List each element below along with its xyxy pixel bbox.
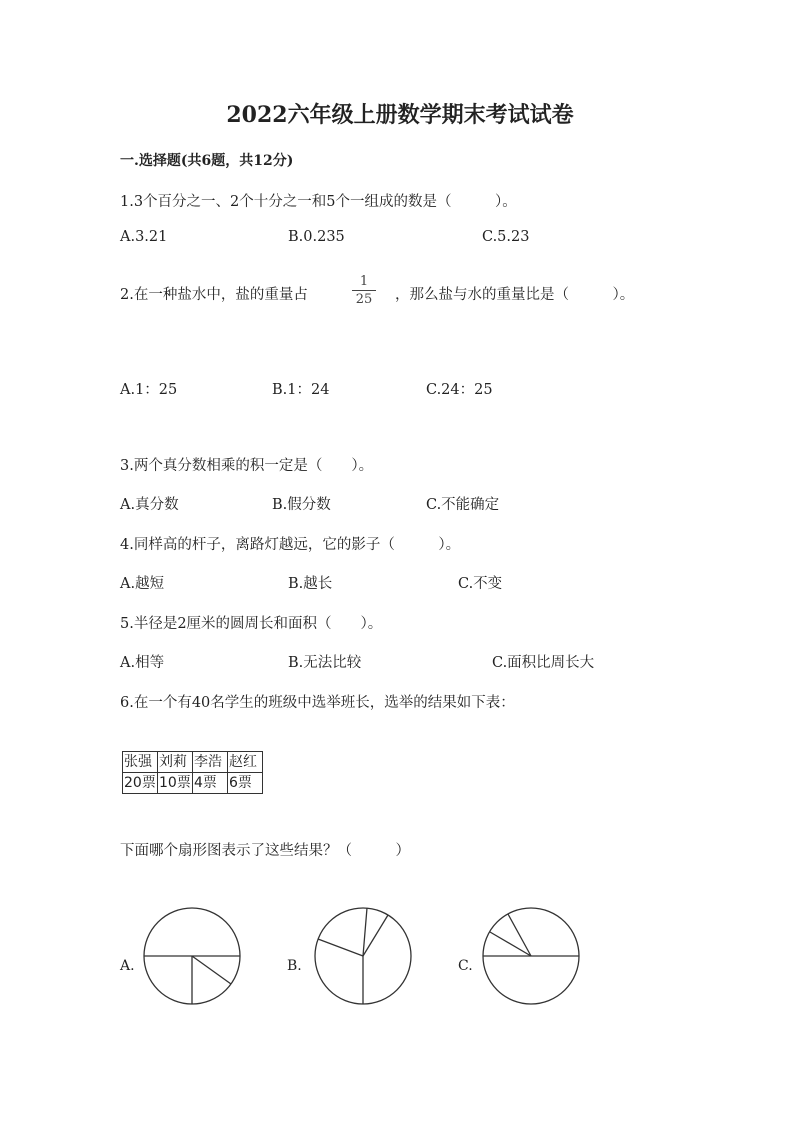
q5-option-a: A.相等 bbox=[120, 655, 165, 671]
pie-label-b: B. bbox=[287, 958, 302, 974]
q5-option-c: C.面积比周长大 bbox=[492, 655, 595, 671]
q3-option-b: B.假分数 bbox=[272, 497, 331, 513]
pie-b-radius-topright bbox=[363, 915, 388, 956]
question-1: 1.3个百分之一、2个十分之一和5个一组成的数是（ ）。 bbox=[120, 194, 517, 210]
table-cell-name: 赵红 bbox=[228, 752, 263, 773]
table-cell-votes: 20票 bbox=[123, 773, 158, 794]
q2-option-c: C.24：25 bbox=[426, 382, 493, 398]
pie-b-radius-top bbox=[363, 908, 367, 956]
question-2-text-before: 2.在一种盐水中，盐的重量占 bbox=[120, 287, 308, 303]
question-6: 6.在一个有40名学生的班级中选举班长，选举的结果如下表： bbox=[120, 695, 515, 711]
q2-option-a: A.1：25 bbox=[120, 382, 178, 398]
fraction-one-twentyfifth bbox=[352, 274, 376, 307]
q3-option-a: A.真分数 bbox=[120, 497, 179, 513]
table-cell-votes: 10票 bbox=[158, 773, 193, 794]
q4-option-c: C.不变 bbox=[458, 576, 503, 592]
pie-chart-option-a bbox=[140, 904, 244, 1008]
question-6-subtext: 下面哪个扇形图表示了这些结果？（ ） bbox=[120, 843, 410, 859]
q2-option-b: B.1：24 bbox=[272, 382, 330, 398]
pie-a-radius-diagonal bbox=[192, 956, 231, 984]
table-cell-name: 张强 bbox=[123, 752, 158, 773]
q4-option-b: B.越长 bbox=[288, 576, 333, 592]
table-cell-votes: 4票 bbox=[193, 773, 228, 794]
fraction-denominator: 25 bbox=[355, 292, 373, 307]
table-cell-votes: 6票 bbox=[228, 773, 263, 794]
q4-option-a: A.越短 bbox=[120, 576, 165, 592]
table-cell-name: 刘莉 bbox=[158, 752, 193, 773]
pie-label-c: C. bbox=[458, 958, 473, 974]
pie-chart-option-b bbox=[311, 904, 415, 1008]
table-cell-name: 李浩 bbox=[193, 752, 228, 773]
q1-option-a: A.3.21 bbox=[120, 229, 168, 245]
pie-label-a: A. bbox=[120, 958, 135, 974]
q1-option-c: C.5.23 bbox=[482, 229, 530, 245]
question-5: 5.半径是2厘米的圆周长和面积（ ）。 bbox=[120, 616, 383, 632]
fraction-numerator: 1 bbox=[359, 274, 369, 289]
section-heading: 一.选择题(共6题，共12分) bbox=[120, 153, 294, 169]
question-2-text-after: ，那么盐与水的重量比是（ ）。 bbox=[395, 287, 635, 303]
pie-chart-option-c bbox=[479, 904, 583, 1008]
question-4: 4.同样高的杆子，离路灯越远，它的影子（ ）。 bbox=[120, 537, 461, 553]
table-row-votes bbox=[123, 773, 263, 794]
q3-option-c: C.不能确定 bbox=[426, 497, 500, 513]
fraction-bar bbox=[352, 290, 376, 291]
vote-results-table bbox=[122, 751, 263, 794]
page-title: 2022六年级上册数学期末考试试卷 bbox=[226, 102, 574, 128]
table-row-names bbox=[123, 752, 263, 773]
q1-option-b: B.0.235 bbox=[288, 229, 345, 245]
pie-b-radius-left bbox=[318, 939, 363, 956]
question-3: 3.两个真分数相乘的积一定是（ ）。 bbox=[120, 458, 374, 474]
q5-option-b: B.无法比较 bbox=[288, 655, 362, 671]
